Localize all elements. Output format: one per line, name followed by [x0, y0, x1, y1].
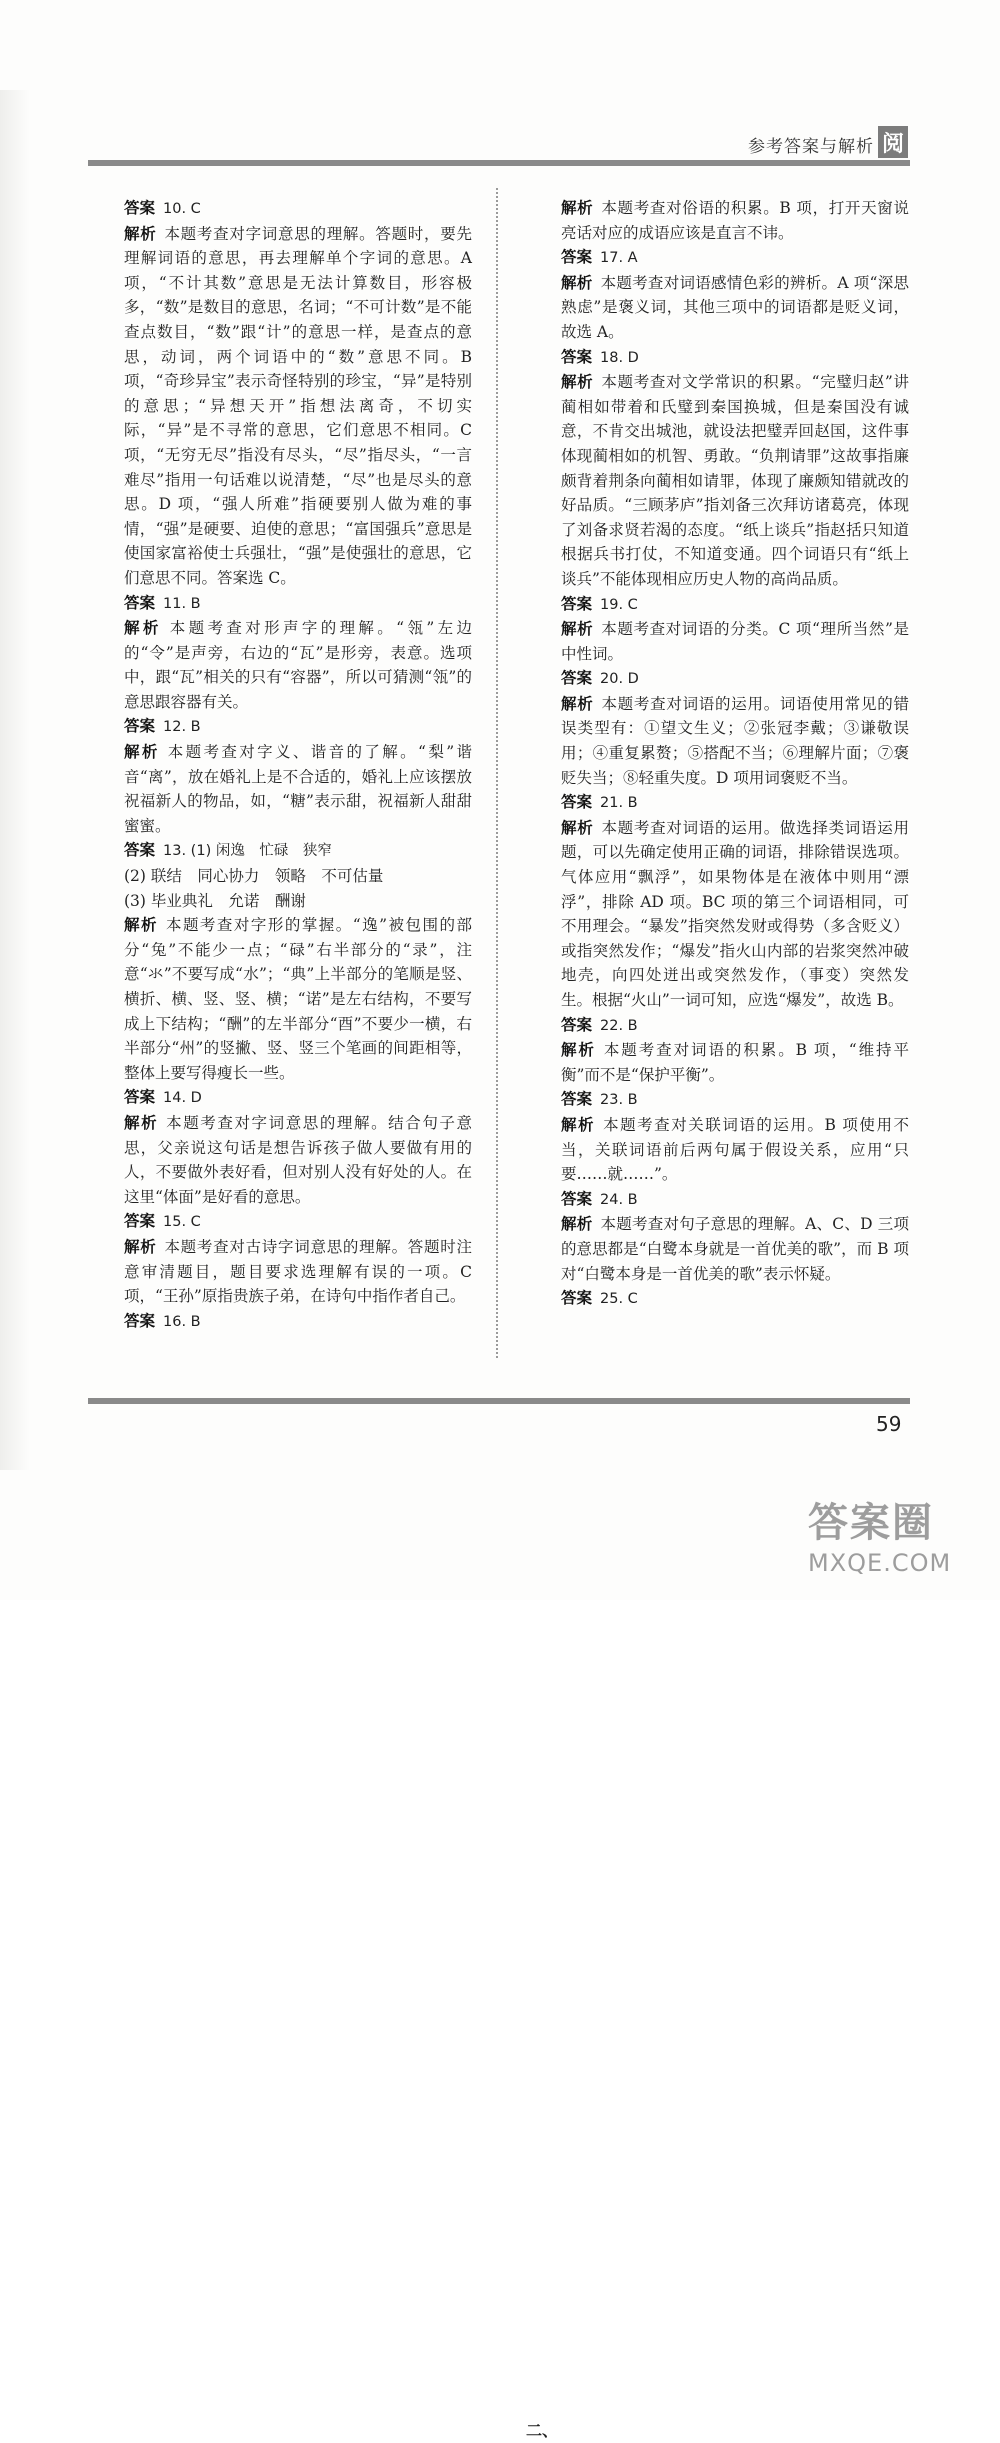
- entry-tag: 答案: [124, 841, 156, 860]
- answer-entry: [561, 592, 909, 618]
- entry-text: 10. C: [163, 201, 201, 217]
- entry-text: 23. B: [600, 1092, 638, 1109]
- header-title: 参考答案与解析: [748, 137, 874, 157]
- analysis-entry: [124, 913, 472, 1085]
- analysis-entry: [561, 271, 909, 345]
- section-number: 二、: [526, 2420, 559, 2440]
- watermark-logo-text: 答案圈: [808, 1500, 934, 1546]
- answer-entry: [561, 790, 909, 816]
- entry-text: 24. B: [600, 1191, 638, 1208]
- analysis-entry: [561, 1113, 909, 1187]
- entry-text: 本题考查对词语的运用。词语使用常见的错误类型有：①望文生义；②张冠李戴；③谦敬误用；④重复累赘；⑤搭配不当；⑥理解片面；⑦褒贬失当；⑧轻重失度。D 项用词褒贬不当。: [561, 694, 909, 787]
- entry-tag: 答案: [561, 669, 593, 688]
- answer-entry: [124, 196, 472, 222]
- entry-text: 本题考查对文学常识的积累。“完璧归赵”讲蔺相如带着和氏璧到秦国换城，但是秦国没有诚意，不肯交出城池，就设法把璧弄回赵国，这件事体现蔺相如的机智、勇敢。“负荆请罪”这故事指廉颇背着荆条向蔺相如请罪，体现了廉颇知错就改的好品质。“三顾茅庐”指刘备三次拜访诸葛亮，体现了刘备求贤若渴的态度。“纸上谈兵”指赵括只知道根据兵书打仗，不知道变通。四个词语只有“纸上谈兵”不能体现相应历史人物的高尚品质。: [561, 373, 909, 588]
- analysis-entry: [561, 1212, 909, 1286]
- entry-tag: 答案: [124, 593, 156, 612]
- answer-entry: [561, 245, 909, 271]
- entry-tag: 答案: [561, 1189, 593, 1208]
- page-edge-shadow: [0, 90, 30, 1470]
- analysis-entry: [124, 1111, 472, 1209]
- entry-tag: 解析: [561, 199, 594, 217]
- continuation-entry: [124, 864, 472, 889]
- entry-tag: 答案: [561, 347, 593, 366]
- analysis-entry: [124, 616, 472, 714]
- bottom-rule: [88, 1398, 910, 1404]
- entry-tag: 解析: [124, 743, 160, 762]
- analysis-entry: [561, 692, 909, 790]
- continuation-entry: [124, 889, 472, 914]
- entry-tag: 解析: [561, 818, 594, 837]
- entry-tag: 解析: [561, 373, 594, 392]
- entry-tag: 解析: [561, 694, 594, 713]
- entry-text: 22. B: [600, 1017, 638, 1034]
- analysis-entry: [124, 222, 472, 591]
- entry-tag: 解析: [561, 620, 594, 639]
- entry-text: 20. D: [600, 671, 639, 688]
- entry-text: 本题考查对字形的掌握。“逸”被包围的部分“兔”不能少一点；“碌”右半部分的“录”，注意“氺”不要写成“水”；“典”上半部分的笔顺是竖、横折、横、竖、竖、横；“诺”是左右结构，不要写成上下结构；“酬”的左半部分“酉”不要少一横，右半部分“州”的竖撇、竖、竖三个笔画的间距相等，整体上要写得瘦长一些。: [124, 916, 472, 1082]
- entry-text: 13. (1) 闲逸 忙碌 狭窄: [163, 843, 332, 860]
- analysis-entry: [561, 370, 909, 591]
- entry-tag: 答案: [124, 199, 156, 217]
- entry-tag: 答案: [124, 1088, 156, 1107]
- entry-text: 本题考查对俗语的积累。B 项，打开天窗说亮话对应的成语应该是直言不讳。: [561, 199, 909, 242]
- analysis-entry: [561, 617, 909, 666]
- entry-text: 本题考查对字词意思的理解。答题时，要先理解词语的意思，再去理解单个字词的意思。A 项，“不计其数”意思是无法计算数目，形容极多，“数”是数目的意思，名词；“不可计数”是不能查点数目，“数”跟“计”的意思一样，是查点的意思，动词，两个词语中的“数”意思不同。B 项，“奇珍异宝”表示奇怪特别的珍宝，“异”是特别的意思；“异想天开”指想法离奇，不切实际，“异”是不寻常的意思，它们意思不相同。C 项，“无穷无尽”指没有尽头，“尽”指尽头，“一言难尽”指用一句话难以说清楚，“尽”也是尽头的意思。D 项，“强人所难”指硬要别人做为难的事情，“强”是硬要、迫使的意思；“富国强兵”意思是使国家富裕使士兵强壮，“强”是使强壮的意思，它们意思不同。答案选 C。: [124, 224, 472, 587]
- answer-entry: [561, 345, 909, 371]
- entry-text: 本题考查对词语的分类。C 项“理所当然”是中性词。: [561, 620, 909, 663]
- entry-text: 本题考查对句子意思的理解。A、C、D 三项的意思都是“白鹭本身就是一首优美的歌”，而 B 项对“白鹭本身是一首优美的歌”表示怀疑。: [561, 1215, 909, 1283]
- entry-text: 本题考查对形声字的理解。“瓴”左边的“令”是声旁，右边的“瓦”是形旁，表意。选项中，跟“瓦”相关的只有“容器”，所以可猜测“瓴”的意思跟容器有关。: [124, 619, 472, 711]
- entry-text: 21. B: [600, 795, 638, 812]
- answer-entry: [561, 666, 909, 692]
- analysis-entry: [561, 196, 909, 245]
- entry-tag: 答案: [124, 717, 156, 736]
- entry-text: 本题考查对古诗字词意思的理解。答题时注意审清题目，题目要求选理解有误的一项。C 项，“王孙”原指贵族子弟，在诗句中指作者自己。: [124, 1237, 472, 1306]
- entry-text: 本题考查对词语的运用。做选择类词语运用题，可以先确定使用正确的词语，排除错误选项。气体应用“飘浮”，如果物体是在液体中则用“漂浮”，排除 AD 项。BC 项的第三个词语相同，可不用理会。“暴发”指突然发财或得势（多含贬义）或指突然发作；“爆发”指火山内部的岩浆突然冲破地壳，向四处迸出或突然发作，（事变）突然发生。根据“火山”一词可知，应选“爆发”，故选 B。: [561, 818, 909, 1009]
- watermark-url: MXQE.COM: [808, 1549, 952, 1577]
- entry-text: 本题考查对字词意思的理解。结合句子意思，父亲说这句话是想告诉孩子做人要做有用的人，不要做外表好看，但对别人没有好处的人。在这里“体面”是好看的意思。: [124, 1113, 472, 1206]
- top-rule: [88, 160, 910, 166]
- entry-text: 本题考查对字义、谐音的了解。“梨”谐音“离”，放在婚礼上是不合适的，婚礼上应该摆放祝福新人的物品，如，“糖”表示甜，祝福新人甜甜蜜蜜。: [124, 743, 472, 835]
- entry-tag: 解析: [124, 224, 157, 243]
- analysis-entry: [124, 740, 472, 838]
- answer-entry: [124, 1209, 472, 1235]
- answer-entry: [124, 1309, 472, 1335]
- header-mark-icon: 阅: [878, 126, 908, 158]
- entry-text: 16. B: [163, 1313, 201, 1330]
- entry-text: (3) 毕业典礼 允诺 酬谢: [124, 891, 306, 910]
- entry-tag: 解析: [124, 619, 162, 638]
- entry-tag: 解析: [561, 1215, 593, 1234]
- entry-tag: 答案: [561, 1289, 593, 1308]
- entry-tag: 答案: [561, 594, 593, 613]
- entry-text: 18. D: [600, 349, 639, 366]
- entry-tag: 解析: [561, 1041, 596, 1060]
- entry-tag: 解析: [124, 1113, 159, 1132]
- answer-entry: [124, 591, 472, 617]
- answer-entry: [124, 1085, 472, 1111]
- entry-tag: 答案: [561, 1015, 593, 1034]
- entry-text: (2) 联结 同心协力 领略 不可估量: [124, 867, 384, 886]
- entry-tag: 解析: [124, 1237, 157, 1256]
- entry-tag: 答案: [561, 1090, 593, 1109]
- entry-tag: 答案: [561, 793, 593, 812]
- entry-text: 11. B: [163, 595, 201, 612]
- entry-text: 本题考查对词语的积累。B 项，“维持平衡”而不是“保护平衡”。: [561, 1041, 909, 1084]
- entry-tag: 答案: [124, 1212, 156, 1231]
- answer-entry: [124, 838, 472, 864]
- entry-text: 19. C: [600, 596, 638, 613]
- entry-tag: 解析: [561, 273, 593, 292]
- entry-text: 本题考查对词语感情色彩的辨析。A 项“深思熟虑”是褒义词，其他三项中的词语都是贬义词，故选 A。: [561, 273, 909, 341]
- analysis-entry: [561, 1038, 909, 1087]
- answer-entry: [561, 1087, 909, 1113]
- entry-text: 15. C: [163, 1214, 201, 1231]
- answer-entry: [124, 714, 472, 740]
- entry-tag: 答案: [124, 1311, 156, 1330]
- page-number: 59: [876, 1412, 902, 1436]
- entry-text: 17. A: [600, 250, 638, 267]
- entry-text: 本题考查对关联词语的运用。B 项使用不当，关联词语前后两句属于假设关系，应用“只要……就……”。: [561, 1115, 909, 1184]
- answer-entry: [561, 1286, 909, 1312]
- site-watermark: [808, 1498, 984, 1594]
- entry-text: 14. D: [163, 1090, 202, 1107]
- entry-text: 25. C: [600, 1291, 638, 1308]
- entry-text: 12. B: [163, 719, 201, 736]
- entry-tag: 解析: [124, 916, 158, 935]
- column-divider: [496, 188, 498, 1358]
- analysis-entry: [561, 816, 909, 1013]
- left-column: [124, 196, 472, 1334]
- entry-tag: 答案: [561, 248, 593, 267]
- analysis-entry: [124, 1235, 472, 1309]
- answer-entry: [561, 1013, 909, 1039]
- entry-tag: 解析: [561, 1115, 596, 1134]
